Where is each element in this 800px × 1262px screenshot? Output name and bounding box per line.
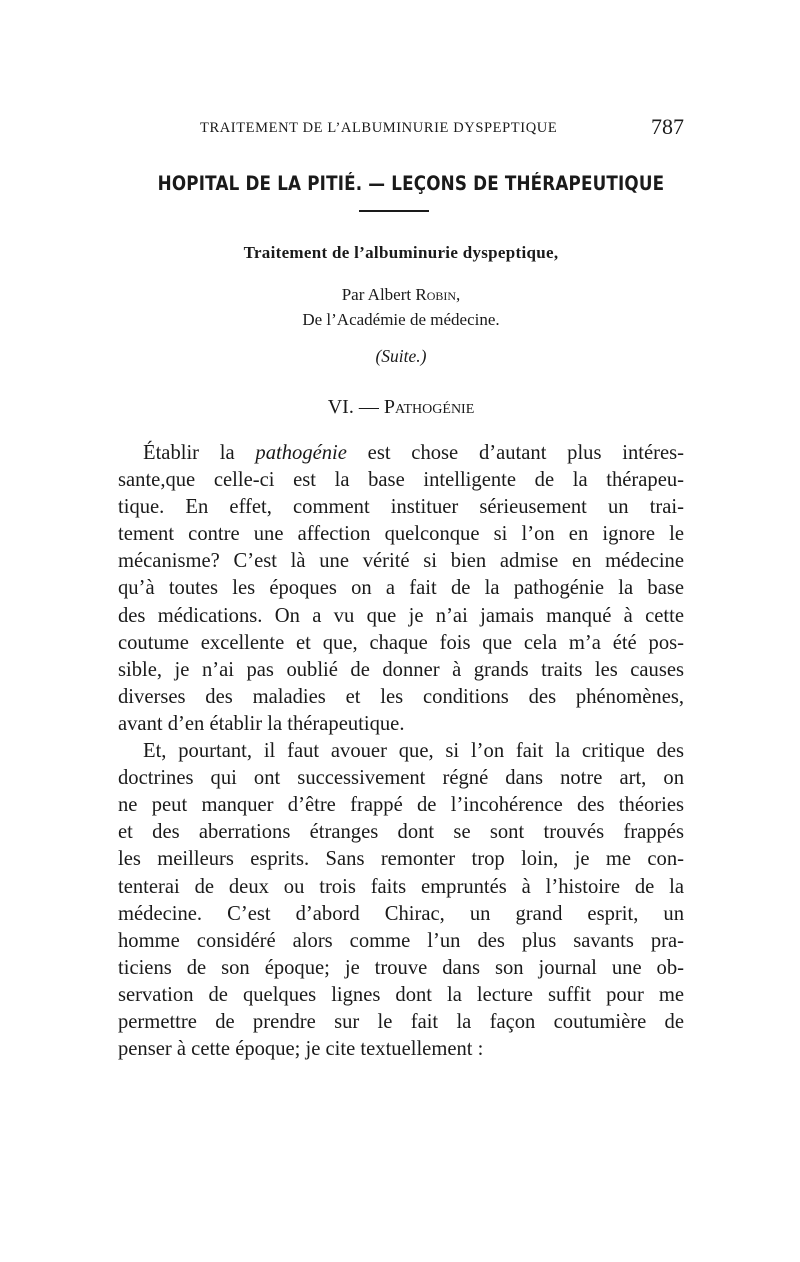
text-line <box>118 440 684 467</box>
author-prefix: Par Albert <box>341 285 416 304</box>
running-title: TRAITEMENT DE L’ALBUMINURIE DYSPEPTIQUE <box>200 120 558 136</box>
text-line: coutume excellente et que, chaque fois que cela m’a été pos- <box>118 631 684 654</box>
body-text <box>118 440 684 1063</box>
text-line: les meilleurs esprits. Sans remonter trop loin, je me con- <box>118 848 684 871</box>
section-heading <box>118 396 684 419</box>
text-fragment: est chose d’autant plus intéres- <box>346 442 684 464</box>
text-line: penser à cette époque; je cite textuellement : <box>118 1038 484 1061</box>
text-fragment: Établir la <box>143 442 256 464</box>
continuation-note: (Suite.) <box>375 346 427 366</box>
text-line: doctrines qui ont successivement régné dans notre art, on <box>118 767 684 790</box>
text-line: permettre de prendre sur le fait la façon coutumière de <box>118 1010 684 1033</box>
text-line: homme considéré alors comme l’un des plus savants pra- <box>118 929 684 952</box>
text-line: sible, je n’ai pas oublié de donner à grands traits les causes <box>118 658 684 681</box>
text-line: Et, pourtant, il faut avouer que, si l’on fait la critique des <box>143 740 684 763</box>
emphasis-term: pathogénie <box>255 442 347 464</box>
text-line: avant d’en établir la thérapeutique. <box>118 712 405 735</box>
heading-rule <box>359 210 429 212</box>
main-heading: HOPITAL DE LA PITIÉ. — LEÇONS DE THÉRAPEUTIQUE <box>157 172 665 195</box>
text-line: ne peut manquer d’être frappé de l’incohérence des théories <box>118 794 684 817</box>
text-line: médecine. C’est d’abord Chirac, un grand esprit, un <box>118 902 684 925</box>
text-line: qu’à toutes les époques on a fait de la pathogénie la base <box>118 577 684 600</box>
author-name: Robin, <box>415 285 461 304</box>
text-line: tique. En effet, comment instituer sérieusement un trai- <box>118 496 684 519</box>
text-line: sante,que celle-ci est la base intelligente de la thérapeu- <box>118 469 684 492</box>
text-line: ticiens de son époque; je trouve dans son journal une ob- <box>118 956 684 979</box>
text-line: tenterai de deux ou trois faits empruntés à l’histoire de la <box>118 875 684 898</box>
author-line <box>118 285 684 305</box>
author-affiliation: De l’Académie de médecine. <box>302 310 500 329</box>
running-head <box>118 114 684 144</box>
section-title: Pathogénie <box>383 396 475 418</box>
article-title: Traitement de l’albuminurie dyspeptique, <box>243 243 559 262</box>
text-line: des médications. On a vu que je n’ai jamais manqué à cette <box>118 604 684 627</box>
section-number: VI. — <box>327 396 384 418</box>
text-line: mécanisme? C’est là une vérité si bien admise en médecine <box>118 550 684 573</box>
text-line: diverses des maladies et les conditions des phénomènes, <box>118 685 684 708</box>
text-line: et des aberrations étranges dont se sont trouvés frappés <box>118 821 684 844</box>
text-line: servation de quelques lignes dont la lecture suffit pour me <box>118 983 684 1006</box>
page-number: 787 <box>651 114 684 139</box>
text-line: tement contre une affection quelconque si l’on en ignore le <box>118 523 684 546</box>
